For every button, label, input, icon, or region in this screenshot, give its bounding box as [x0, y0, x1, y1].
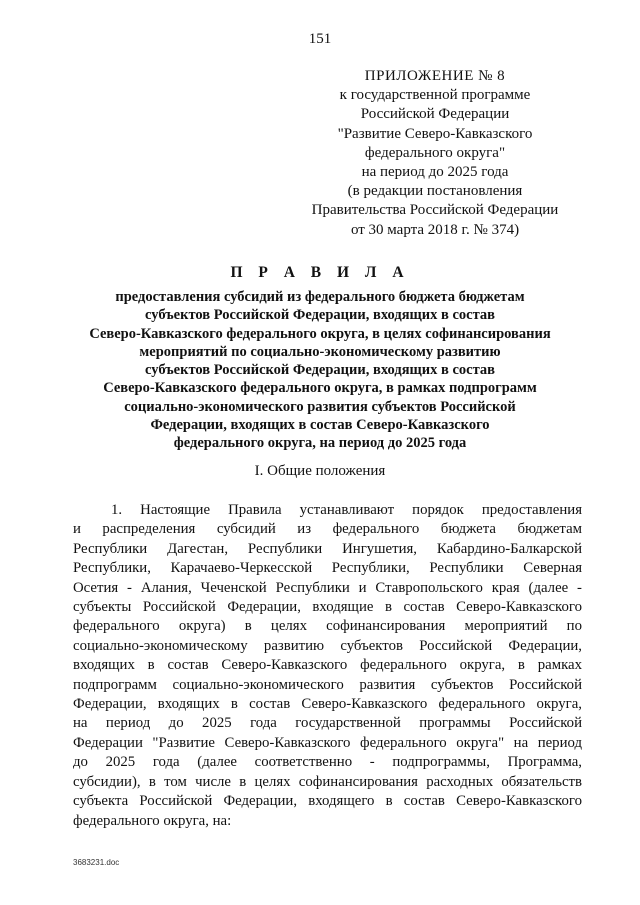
appendix-line: Правительства Российской Федерации — [311, 202, 559, 219]
paragraph-line: федерального округа) в целях софинансирования мероприятий по — [73, 618, 582, 635]
page-number: 151 — [308, 31, 332, 47]
section-heading: I. Общие положения — [254, 463, 386, 479]
paragraph-line: субъекта Российской Федерации, входящего в состав Северо-Кавказского — [73, 793, 582, 810]
appendix-line: на период до 2025 года — [361, 164, 509, 181]
paragraph-line: федерального округа, на: — [73, 812, 232, 829]
paragraph-line: социально-экономическому развитию субъектов Российской Федерации, — [73, 637, 582, 654]
subtitle-line: Северо-Кавказского федерального округа, в рамках подпрограмм — [103, 380, 537, 397]
subtitle-line: мероприятий по социально-экономическому развитию — [139, 343, 501, 360]
paragraph-line: на период до 2025 года государственной программы Российской — [73, 715, 582, 732]
subtitle-line: субъектов Российской Федерации, входящих в состав — [145, 362, 495, 379]
paragraph-line: Республики, Карачаево-Черкесской Республики, Республики Северная — [73, 560, 582, 577]
paragraph-line: субъекты Российской Федерации, входящие в состав Северо-Кавказского — [73, 599, 582, 616]
rules-subtitle — [70, 288, 570, 453]
paragraph-line: субсидии), в том числе в целях софинансирования расходных обязательств — [73, 773, 582, 790]
subtitle-line: субъектов Российской Федерации, входящих в состав — [145, 307, 495, 324]
paragraph-1 — [73, 501, 582, 831]
paragraph-line: входящих в состав Северо-Кавказского федерального округа, в рамках — [73, 657, 582, 674]
paragraph-line: подпрограмм социально-экономического развития субъектов Российской — [73, 676, 582, 693]
appendix-line: "Развитие Северо-Кавказского — [337, 125, 533, 142]
paragraph-line: Осетия - Алания, Чеченской Республики и Ставропольского края (далее - — [73, 579, 582, 596]
subtitle-line: Северо-Кавказского федерального округа, в целях софинансирования — [89, 325, 551, 342]
appendix-line: от 30 марта 2018 г. № 374) — [350, 221, 520, 238]
document-code: 3683231.doc — [73, 858, 120, 867]
paragraph-line: Республики Дагестан, Республики Ингушетия, Кабардино-Балкарской — [73, 540, 582, 557]
paragraph-line: 1. Настоящие Правила устанавливают порядок предоставления — [111, 502, 582, 518]
appendix-line: Российской Федерации — [360, 106, 510, 123]
paragraph-line: до 2025 года (далее соответственно - подпрограммы, Программа, — [73, 754, 582, 771]
appendix-header — [305, 67, 565, 240]
subtitle-line: предоставления субсидий из федерального бюджета бюджетам — [115, 289, 525, 305]
paragraph-line: и распределения субсидий из федерального бюджета бюджетам — [73, 521, 582, 538]
subtitle-line: Федерации, входящих в состав Северо-Кавказского — [150, 417, 490, 434]
appendix-line: к государственной программе — [339, 87, 531, 104]
appendix-line: (в редакции постановления — [347, 183, 523, 200]
appendix-line: федерального округа" — [364, 144, 506, 161]
rules-title: П Р А В И Л А — [230, 264, 410, 281]
subtitle-line: федерального округа, на период до 2025 года — [173, 435, 467, 452]
paragraph-line: Федерации "Развитие Северо-Кавказского федерального округа" на период — [73, 734, 582, 751]
appendix-title: ПРИЛОЖЕНИЕ № 8 — [364, 68, 506, 84]
paragraph-line: Федерации, входящих в состав Северо-Кавказского федерального округа, — [73, 696, 582, 713]
subtitle-line: социально-экономического развития субъектов Российской — [124, 398, 516, 415]
